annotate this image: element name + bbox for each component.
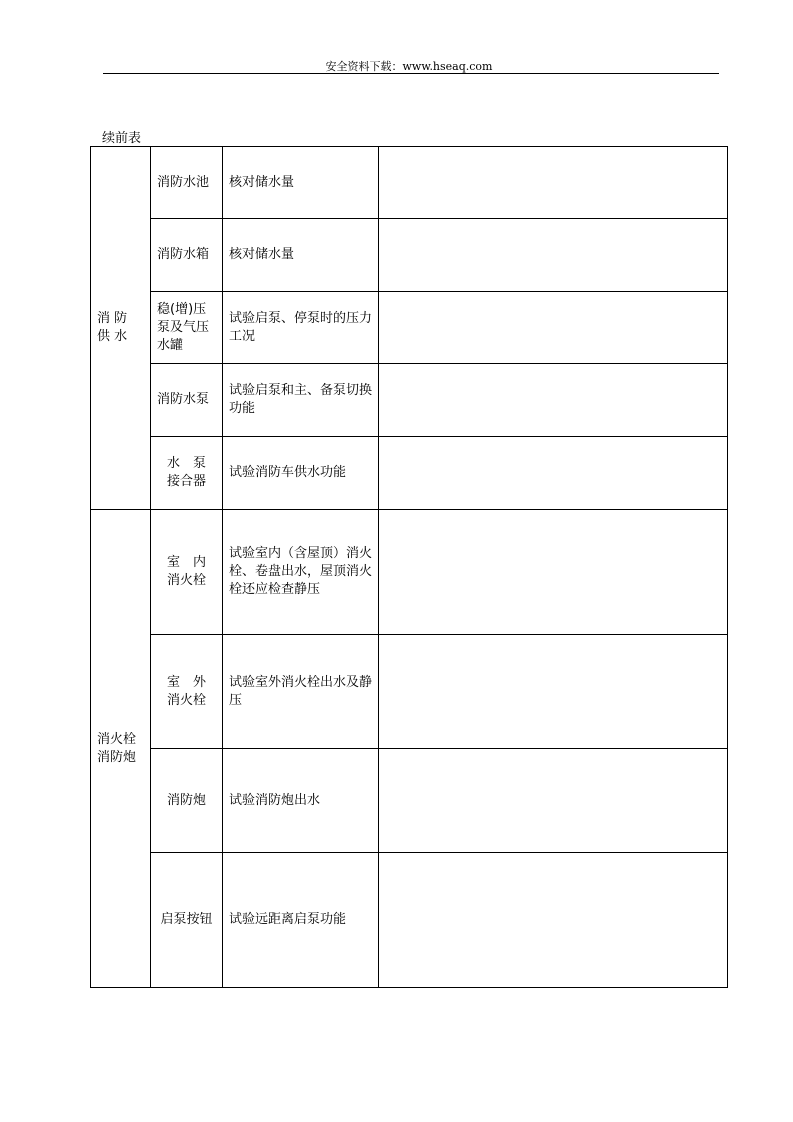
result-cell[interactable]: [379, 853, 728, 988]
item-cell: [151, 510, 223, 635]
table-row: [91, 853, 728, 988]
item-line: 消火栓: [166, 692, 206, 708]
category-cell-water-supply: [91, 147, 151, 510]
check-cell: 试验远距离启泵功能: [223, 853, 379, 988]
item-line: 水 泵: [166, 456, 206, 471]
header-rule: [103, 73, 719, 74]
table-row: [91, 292, 728, 364]
item-cell: 消防炮: [151, 749, 223, 853]
result-cell[interactable]: [379, 635, 728, 749]
item-line: 消火栓: [166, 573, 206, 588]
check-cell: 试验启泵、停泵时的压力工况: [223, 292, 379, 364]
result-cell[interactable]: [379, 292, 728, 364]
item-cell: 稳(增)压泵及气压水罐: [151, 292, 223, 364]
category-line: 供 水: [97, 329, 128, 344]
category-line: 消火栓: [97, 731, 137, 747]
result-cell[interactable]: [379, 437, 728, 510]
item-line: 接合器: [166, 474, 206, 489]
item-cell: 消防水箱: [151, 219, 223, 292]
item-cell: 消防水池: [151, 147, 223, 219]
check-cell: 试验启泵和主、备泵切换功能: [223, 364, 379, 437]
item-cell: 消防水泵: [151, 364, 223, 437]
check-cell: 试验室外消火栓出水及静压: [223, 635, 379, 749]
table-row: [91, 147, 728, 219]
table-row: [91, 749, 728, 853]
inspection-table: [90, 146, 728, 988]
table-caption: 续前表: [102, 131, 142, 146]
item-cell: [151, 635, 223, 749]
result-cell[interactable]: [379, 219, 728, 292]
result-cell[interactable]: [379, 364, 728, 437]
check-cell: 试验室内（含屋顶）消火栓、卷盘出水，屋顶消火栓还应检查静压: [223, 510, 379, 635]
item-line: 室 内: [166, 555, 206, 570]
check-cell: 核对储水量: [223, 147, 379, 219]
category-cell-hydrant-monitor: [91, 510, 151, 988]
check-cell: 试验消防车供水功能: [223, 437, 379, 510]
result-cell[interactable]: [379, 510, 728, 635]
table-row: [91, 510, 728, 635]
table-row: [91, 364, 728, 437]
item-cell: [151, 437, 223, 510]
check-cell: 核对储水量: [223, 219, 379, 292]
result-cell[interactable]: [379, 749, 728, 853]
result-cell[interactable]: [379, 147, 728, 219]
table-row: [91, 219, 728, 292]
table-row: [91, 437, 728, 510]
item-cell: 启泵按钮: [151, 853, 223, 988]
page-header: 安全资料下载：www.hseaq.com: [325, 60, 493, 73]
item-line: 室 外: [166, 674, 206, 690]
category-line: 消 防: [97, 311, 128, 326]
category-line: 消防炮: [97, 749, 137, 765]
table-row: [91, 635, 728, 749]
check-cell: 试验消防炮出水: [223, 749, 379, 853]
